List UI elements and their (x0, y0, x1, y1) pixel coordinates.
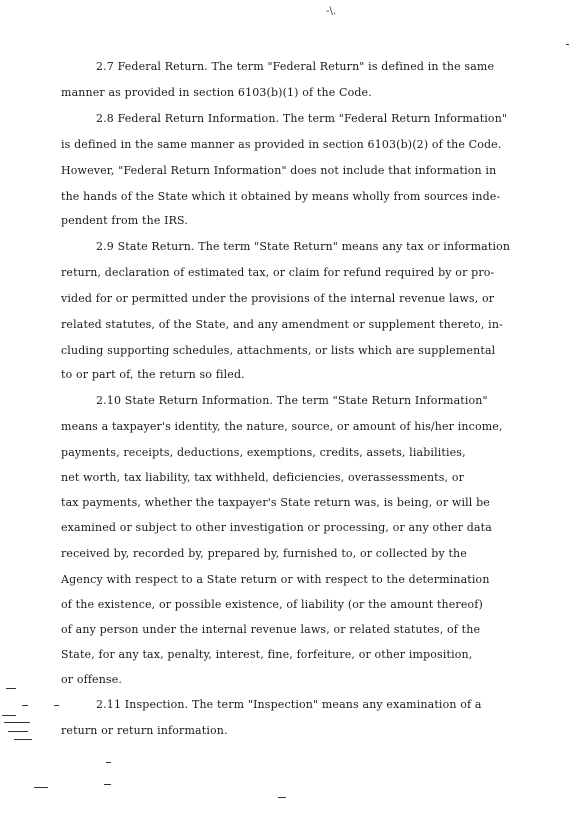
text-line: or offense. (61, 673, 123, 686)
text-line: means a taxpayer's identity, the nature, source, or amount of his/her income, (61, 420, 503, 433)
text-line: related statutes, of the State, and any amendment or supplement thereto, in- (61, 318, 503, 331)
text-line: return, declaration of estimated tax, or claim for refund required by or pro- (61, 266, 495, 279)
text-line: State, for any tax, penalty, interest, fine, forfeiture, or other imposition, (61, 648, 473, 661)
text-line: examined or subject to other investigation or processing, or any other data (61, 521, 492, 534)
text-line: vided for or permitted under the provisions of the internal revenue laws, or (61, 292, 495, 305)
text-line: 2.11 Inspection. The term "Inspection" means any examination of a (96, 698, 482, 711)
text-line: cluding supporting schedules, attachments, or lists which are supplemental (61, 344, 496, 357)
text-line: However, "Federal Return Information" does not include that information in (61, 164, 497, 177)
text-line: net worth, tax liability, tax withheld, deficiencies, overassessments, or (61, 471, 465, 484)
text-line: Agency with respect to a State return or with respect to the determination (61, 573, 490, 586)
text-line: 2.7 Federal Return. The term "Federal Return" is defined in the same (96, 60, 495, 73)
scan-speck (6, 688, 16, 689)
text-line: pendent from the IRS. (61, 214, 188, 227)
scan-speck (104, 784, 111, 785)
text-line: return or return information. (61, 724, 228, 737)
text-line: is defined in the same manner as provided in section 6103(b)(2) of the Code. (61, 138, 502, 151)
text-line: the hands of the State which it obtained by means wholly from sources inde- (61, 190, 501, 203)
page-number-mark: -\. (326, 6, 337, 17)
text-line: to or part of, the return so filed. (61, 368, 245, 381)
text-line: manner as provided in section 6103(b)(1) of the Code. (61, 86, 372, 99)
text-line: 2.10 State Return Information. The term "State Return Information" (96, 394, 488, 407)
scan-speck (566, 44, 569, 45)
scan-speck (278, 797, 286, 798)
scan-speck (54, 705, 59, 706)
text-line: payments, receipts, deductions, exemptions, credits, assets, liabilities, (61, 446, 466, 459)
scan-speck (4, 722, 30, 723)
text-line: of the existence, or possible existence, of liability (or the amount thereof) (61, 598, 483, 611)
text-line: of any person under the internal revenue laws, or related statutes, of the (61, 623, 481, 636)
scan-speck (34, 787, 48, 788)
scan-speck (106, 762, 111, 763)
scan-speck (14, 739, 32, 740)
scan-speck (8, 731, 28, 732)
text-line: 2.9 State Return. The term "State Return" means any tax or information (96, 240, 511, 253)
text-line: 2.8 Federal Return Information. The term "Federal Return Information" (96, 112, 508, 125)
text-line: received by, recorded by, prepared by, furnished to, or collected by the (61, 547, 467, 560)
text-line: tax payments, whether the taxpayer's State return was, is being, or will be (61, 496, 490, 509)
scan-speck (2, 715, 16, 716)
scan-speck (22, 705, 28, 706)
